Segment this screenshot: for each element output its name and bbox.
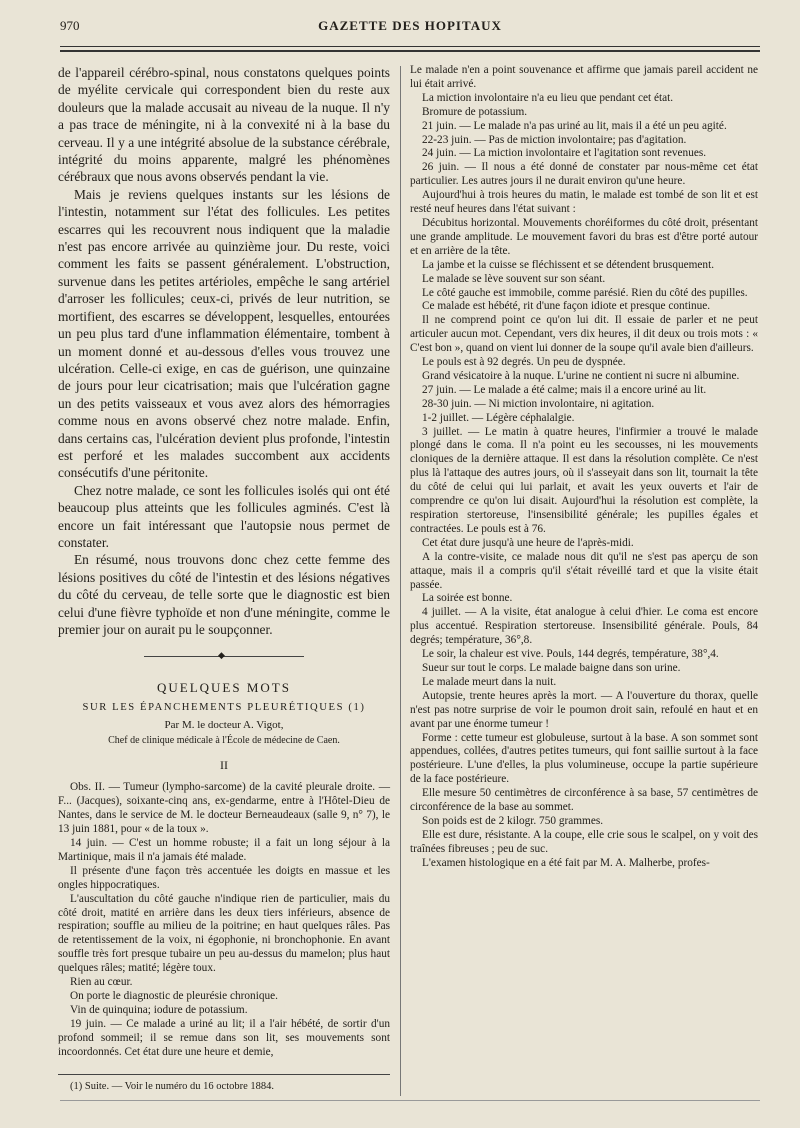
footnote-rule <box>58 1074 390 1075</box>
observation-paragraph: Obs. II. — Tumeur (lympho-sarcome) de la cavité pleurale droite. — F... (Jacques), soixante-cinq ans, ex-gendarme, entre à l'Hôtel-Dieu de Nantes, dans le service de M. le docteur Berneaudeaux (salle 9, n° 7), le 13 juin 1881, pour « de la toux ». <box>58 781 390 836</box>
observation-paragraph: Aujourd'hui à trois heures du matin, le malade est tombé de son lit et est resté neuf heures dans l'état suivant : <box>410 189 758 216</box>
observation-paragraph: Autopsie, trente heures après la mort. — A l'ouverture du thorax, quelle n'est pas notre surprise de voir le poumon droit sain, refoulé en haut et en avant par une énorme tumeur ! <box>410 689 758 730</box>
section-number: II <box>220 758 228 773</box>
article-title: QUELQUES MOTS <box>157 680 291 696</box>
section-separator <box>58 652 390 662</box>
observation-paragraph: Le malade se lève souvent sur son séant. <box>422 272 606 285</box>
page-number: 970 <box>60 18 80 33</box>
body-paragraph: En résumé, nous trouvons donc chez cette femme des lésions positives du côté de l'intestin et des lésions négatives du côté du cerveau, de telle sorte que le diagnostic est bien celui d'une fièvre typhoïde et non d'une méningite, comme le premier jour on aurait pu le soupçonner. <box>58 552 390 637</box>
observation-paragraph: Elle mesure 50 centimètres de circonférence à sa base, 57 centimètres de circonférence de la base au sommet. <box>410 787 758 814</box>
observation-paragraph: L'auscultation du côté gauche n'indique rien de particulier, mais du côté droit, matité en arrière dans les deux tiers inférieurs, absence de respiration; souffle au milieu de la poitrine; en haut quelques râles. Pas de retentissement de la voix, ni égophonie, ni bronchophonie. En avant souffle très fort presque tubaire un peu au-dessus du mamelon; plus haut quelques râles; matité; légère toux. <box>58 892 390 975</box>
running-head: GAZETTE DES HOPITAUX <box>318 18 502 33</box>
left-column <box>58 64 390 1092</box>
observation-paragraph: A la contre-visite, ce malade nous dit qu'il ne s'est pas aperçu de son attaque, mais il a compris qu'il s'était réveillé tard et que la visite était passée. <box>410 550 758 591</box>
observation-paragraph: L'examen histologique en a été fait par M. A. Malherbe, profes- <box>422 856 710 869</box>
bottom-rule <box>60 1100 760 1101</box>
body-paragraph: Mais je reviens quelques instants sur les lésions de l'intestin, notamment sur l'état des follicules. Les petites escarres qui les recouvrent nous indiquent que la maladie n'est pas encore arrivée au quinzième jour. Du reste, voici comment les faits se passent généralement. L'obstruction, survenue dans les petites artérioles, empêche le sang artériel d'arroser les follicules; ceux-ci, privés de leur nutrition, se mortifient, des escarres se développent, lesquelles, entourées un peu plus tard d'une inflammation élémentaire, tombent à un moment donné et au-dessous d'elles vous trouvez une ulcération. Celle-ci exige, en cas de guérison, une quinzaine de jours pour leur cicatrisation; mais que l'ulcération gagne un des petits vaisseaux et vous avez alors des hémorragies comme nous en avons observé chez notre malade. Enfin, dans certains cas, l'ulcération devient plus profonde, l'intestin est perforé et les malades succombent aux accidents consécutifs d'une péritonite. <box>58 186 390 481</box>
observation-paragraph: Il présente d'une façon très accentuée les doigts en massue et les ongles hippocratiques. <box>58 864 390 891</box>
observation-paragraph: Rien au cœur. <box>70 976 133 989</box>
observation-paragraph: 4 juillet. — A la visite, état analogue à celui d'hier. Le coma est encore plus accentué. Respiration stertoreuse. Insensibilité générale. Pouls, 84 degrés; température, 36°,8. <box>410 606 758 647</box>
observation-paragraph: Grand vésicatoire à la nuque. L'urine ne contient ni sucre ni albumine. <box>422 369 740 382</box>
observation-paragraph: Forme : cette tumeur est globuleuse, surtout à la base. A son sommet sont appendues, collées, d'autres petites tumeurs, qui font saillie surtout à la face postérieure. L'une d'elles, la plus volumineuse, occupe la partie supérieure de la face postérieure. <box>410 731 758 786</box>
observation-paragraph: Son poids est de 2 kilogr. 750 grammes. <box>422 814 604 827</box>
article-author: Par M. le docteur A. Vigot, <box>164 719 284 732</box>
article-subtitle: SUR LES ÉPANCHEMENTS PLEURÉTIQUES (1) <box>82 702 366 714</box>
observation-paragraph: Il ne comprend point ce qu'on lui dit. Il essaie de parler et ne peut articuler aucun mot. Cependant, vers dix heures, il dit deux ou trois mots : « C'est bon », quand on vient lui donner de la soupe qu'il avale bien d'ailleurs. <box>410 314 758 355</box>
observation-paragraph: 26 juin. — Il nous a été donné de constater par nous-même cet état particulier. Les autres jours il ne durait environ qu'une heure. <box>410 161 758 188</box>
observation-paragraph: Sueur sur tout le corps. Le malade baigne dans son urine. <box>422 661 681 674</box>
observation-paragraph: 22-23 juin. — Pas de miction involontaire; pas d'agitation. <box>422 133 687 146</box>
observation-paragraph: 19 juin. — Ce malade a uriné au lit; il a l'air hébété, de sortir d'un profond sommeil; il se remue dans son lit, ses mouvements sont incoordonnés. Cet état dure une heure et demie, <box>58 1017 390 1058</box>
observation-paragraph: Le côté gauche est immobile, comme parésié. Rien du côté des pupilles. <box>422 286 748 299</box>
observation-paragraph: 14 juin. — C'est un homme robuste; il a fait un long séjour à la Martinique, mais il n'a jamais été malade. <box>58 837 390 863</box>
observation-paragraph: 1-2 juillet. — Légère céphalalgie. <box>422 411 575 424</box>
observation-paragraph: Le pouls est à 92 degrés. Un peu de dyspnée. <box>422 356 626 369</box>
observation-paragraph: La soirée est bonne. <box>422 592 513 605</box>
observation-paragraph: Le malade meurt dans la nuit. <box>422 675 557 688</box>
column-divider <box>400 66 401 1096</box>
observation-paragraph: Bromure de potassium. <box>422 105 528 118</box>
right-column <box>410 64 758 871</box>
observation-paragraph: Décubitus horizontal. Mouvements choréiformes du côté droit, présentant une grande amplitude. Le mouvement favori du bras est d'être porté autour et en arrière de la tête. <box>410 216 758 257</box>
observation-paragraph: 24 juin. — La miction involontaire et l'agitation sont revenues. <box>422 147 707 160</box>
observation-paragraph: Le malade n'en a point souvenance et affirme que jamais pareil accident ne lui était arrivé. <box>410 64 758 90</box>
observation-paragraph: 21 juin. — Le malade n'a pas uriné au lit, mais il a été un peu agité. <box>422 119 727 132</box>
page-header <box>60 18 760 40</box>
observation-paragraph: Elle est dure, résistante. A la coupe, elle crie sous le scalpel, on y voit des traînées fibreuses ; peu de suc. <box>410 828 758 855</box>
observation-paragraph: On porte le diagnostic de pleurésie chronique. <box>70 990 278 1002</box>
observation-paragraph: Ce malade est hébété, rit d'une façon idiote et presque continue. <box>422 300 711 313</box>
observation-paragraph: 3 juillet. — Le matin à quatre heures, l'infirmier a trouvé le malade plongé dans le coma. Il n'a point eu les secousses, ni les mouvements cloniques de la dernière attaque. Il est dans la résolution complète. Ce n'est plus là l'attaque des autres jours, où il s'asseyait dans son lit, tournait la tête du côté de celui qui lui parlait, et avait les yeux ouverts et l'air de comprendre ce qu'on lui disait. Aujourd'hui la résolution est complète, la respiration stertoreuse, l'insensibilité générale; les pupilles égales et contractées. Le pouls est à 76. <box>410 425 758 535</box>
observation-paragraph: La jambe et la cuisse se fléchissent et se détendent brusquement. <box>422 258 715 271</box>
header-rule-thin <box>60 46 760 47</box>
body-paragraph: de l'appareil cérébro-spinal, nous constatons quelques points de myélite cervicale qui correspondent bien du reste aux douleurs que la malade accusait au niveau de la nuque. Il n'y a pas trace de méningite, ni à la convexité ni à la base du cerveau. Il y a une intégrité absolue de la substance cérébrale, intégrité du moins apparente, malgré les phénomènes cérébraux que nous avons observés pendant la vie. <box>58 65 390 185</box>
article-affiliation: Chef de clinique médicale à l'École de médecine de Caen. <box>108 735 340 747</box>
observation-paragraph: Cet état dure jusqu'à une heure de l'après-midi. <box>422 536 634 549</box>
observation-paragraph: Le soir, la chaleur est vive. Pouls, 144 degrés, température, 38°,4. <box>422 648 719 661</box>
footnote: (1) Suite. — Voir le numéro du 16 octobre 1884. <box>70 1080 275 1092</box>
observation-paragraph: Vin de quinquina; iodure de potassium. <box>70 1003 248 1016</box>
body-paragraph: Chez notre malade, ce sont les follicules isolés qui ont été beaucoup plus atteints que les follicules agminés. C'est là encore un fait intéressant que l'autopsie nous permet de constater. <box>58 482 390 550</box>
observation-paragraph: 28-30 juin. — Ni miction involontaire, ni agitation. <box>422 397 655 410</box>
diamond-ornament-icon: ◆ <box>218 651 225 662</box>
observation-paragraph: La miction involontaire n'a eu lieu que pendant cet état. <box>422 91 674 104</box>
header-rule-thick <box>60 50 760 52</box>
observation-paragraph: 27 juin. — Le malade a été calme; mais il a encore uriné au lit. <box>422 383 707 396</box>
